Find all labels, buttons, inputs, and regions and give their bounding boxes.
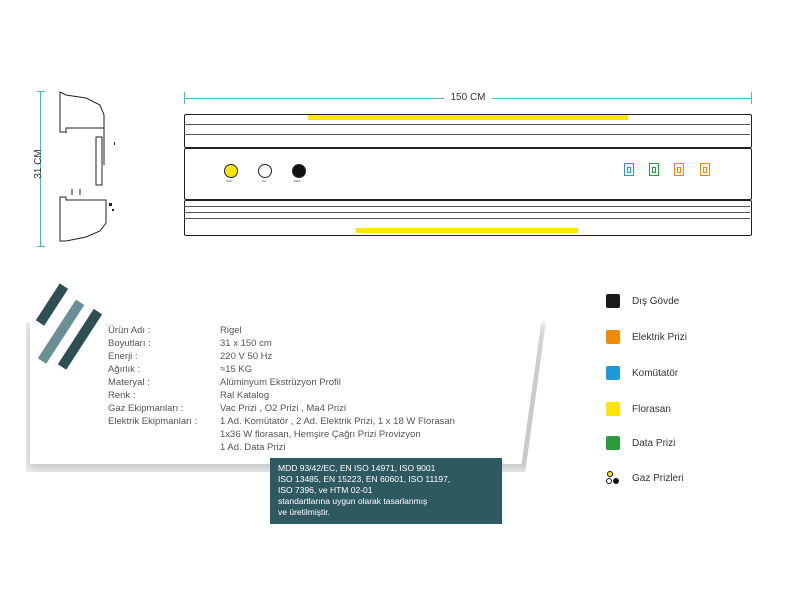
- spec-key: Gaz Ekipmanları :: [108, 403, 184, 414]
- width-dimension-text: 150 CM: [444, 92, 491, 103]
- spec-value: 1 Ad. Komütatör , 2 Ad. Elektrik Prizi, 1 x 18 W Florasan: [220, 416, 455, 427]
- legend-swatch: [606, 366, 620, 380]
- legend-swatch: [606, 330, 620, 344]
- height-dimension-tick-bottom: [37, 246, 45, 247]
- legend-item-komutator: [606, 364, 678, 382]
- spec-value: 31 x 150 cm: [220, 338, 272, 349]
- standards-line: MDD 93/42/EC, EN ISO 14971, ISO 9001: [278, 463, 436, 473]
- standards-line: ve üretilmiştir.: [278, 507, 330, 517]
- spec-key: Ağırlık :: [108, 364, 141, 375]
- spec-row-dimensions: [108, 337, 272, 350]
- top-rail-line: [184, 134, 750, 135]
- spec-value: Ral Katalog: [220, 390, 270, 401]
- legend-swatch: [606, 294, 620, 308]
- standards-line: ISO 7396, ve HTM 02-01: [278, 485, 373, 495]
- spec-row-weight: [108, 363, 252, 376]
- vac-outlet-label: VAC: [226, 179, 232, 183]
- spec-row-material: [108, 376, 341, 389]
- spec-row-product-name: [108, 324, 242, 337]
- legend-label: Dış Gövde: [632, 295, 680, 307]
- front-view-drawing: [184, 88, 752, 236]
- spec-value: Vac Prizi , O2 Prizi , Ma4 Prizi: [220, 403, 346, 414]
- side-view-drawing: [33, 85, 136, 245]
- spec-row-color: [108, 389, 269, 402]
- spec-key: Boyutları :: [108, 338, 151, 349]
- bottom-rail-line: [184, 218, 750, 219]
- electric-outlet-icon: [674, 163, 684, 176]
- spec-key: Ürün Adı :: [108, 325, 151, 336]
- spec-value: Alüminyum Ekstrüzyon Profil: [220, 377, 341, 388]
- spec-row-energy: [108, 350, 272, 363]
- legend-item-dis-govde: [606, 292, 679, 310]
- legend-item-elektrik-prizi: [606, 328, 687, 346]
- komutator-outlet-icon: [624, 163, 634, 176]
- spec-key: Elektrik Ekipmanları :: [108, 416, 198, 427]
- bottom-fluorescent-strip: [356, 228, 578, 233]
- spec-key: Materyal :: [108, 377, 150, 388]
- legend-label: Elektrik Prizi: [632, 331, 688, 343]
- spec-row-electrical-equipment: [108, 415, 455, 428]
- spec-key: Renk :: [108, 390, 136, 401]
- o2-outlet-label: O2: [262, 179, 267, 183]
- gas-outlets-icon: [606, 471, 620, 485]
- legend-label: Florasan: [632, 403, 671, 415]
- vac-outlet-icon: [224, 164, 238, 178]
- legend-item-gaz-prizleri: [606, 469, 684, 487]
- bottom-rail-line: [184, 212, 750, 213]
- spec-card: [30, 318, 542, 464]
- ma4-outlet-icon: [292, 164, 306, 178]
- standards-box: [270, 458, 502, 524]
- spec-value: 220 V 50 Hz: [220, 351, 273, 362]
- data-outlet-icon: [649, 163, 659, 176]
- spec-value: Rigel: [220, 325, 242, 336]
- legend: [606, 290, 786, 490]
- legend-label: Komütatör: [632, 367, 679, 379]
- o2-outlet-icon: [258, 164, 272, 178]
- legend-swatch: [606, 402, 620, 416]
- electric-outlet-icon: [700, 163, 710, 176]
- legend-item-data-prizi: [606, 434, 675, 452]
- bottom-rail-line: [184, 206, 750, 207]
- side-profile-outline: [36, 85, 136, 245]
- ma4-outlet-label: MA4: [294, 179, 301, 183]
- legend-label: Data Prizi: [632, 437, 676, 449]
- legend-item-florasan: [606, 400, 671, 418]
- spec-value: ≈15 KG: [220, 364, 253, 375]
- spec-continuation-line: 1 Ad. Data Prizi: [220, 442, 286, 453]
- legend-swatch: [606, 436, 620, 450]
- legend-label: Gaz Prizleri: [632, 472, 684, 484]
- standards-line: standartlarına uygun olarak tasarlanmış: [278, 496, 428, 506]
- top-rail-line: [184, 124, 750, 125]
- spec-key: Enerji :: [108, 351, 138, 362]
- height-dimension-label: 31 CM: [33, 149, 44, 179]
- spec-row-gas-equipment: [108, 402, 346, 415]
- top-fluorescent-strip: [308, 115, 628, 120]
- standards-line: ISO 13485, EN 15223, EN 60601, ISO 11197,: [278, 474, 451, 484]
- spec-continuation-line: 1x36 W florasan, Hemşire Çağrı Prizi Provizyon: [220, 429, 421, 440]
- width-dimension-label: [184, 92, 752, 103]
